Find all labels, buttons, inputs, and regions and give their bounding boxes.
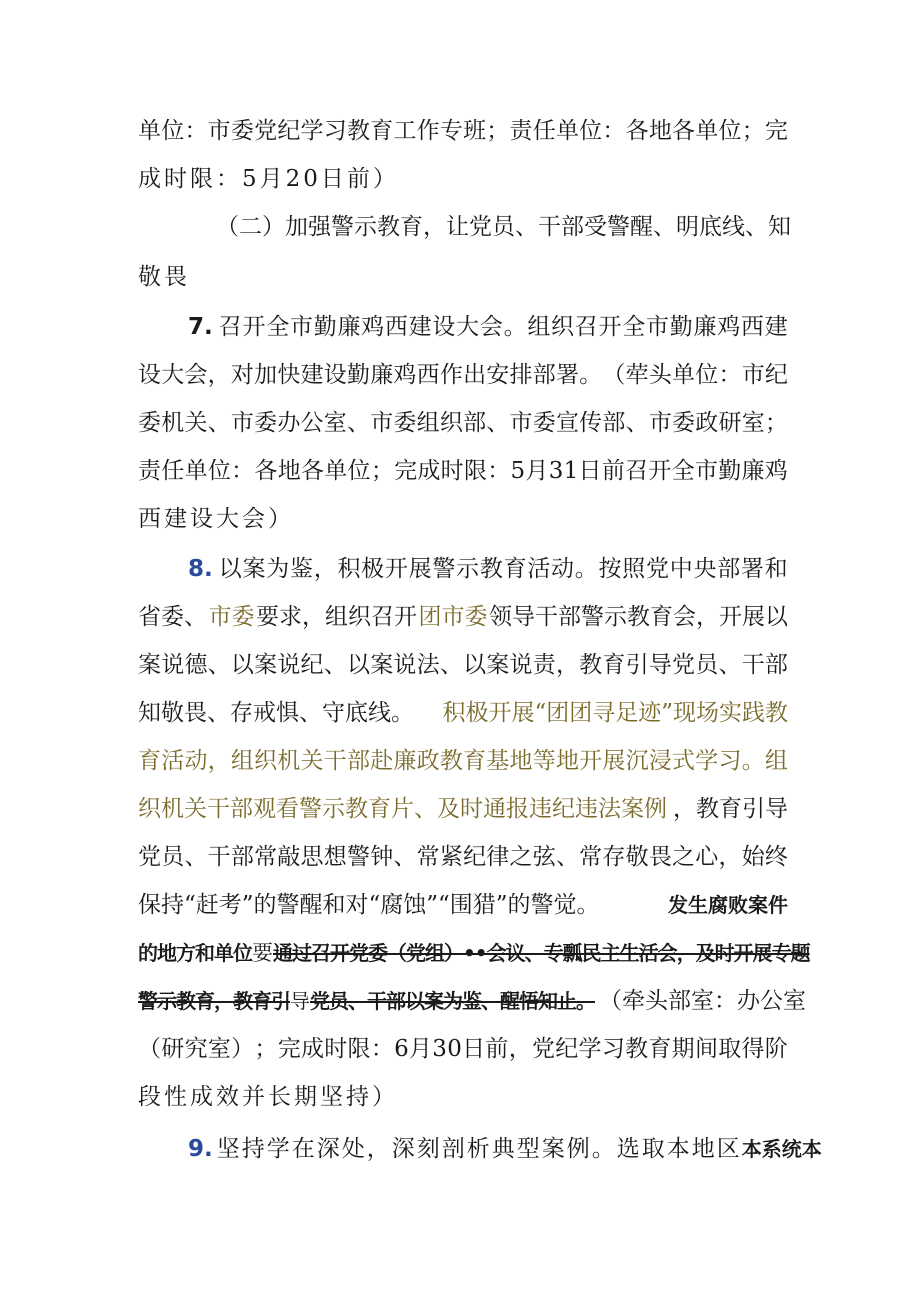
seg: ，教育引导 (673, 796, 788, 822)
item-9-title: 坚持学在深处，深刻剖析典型案例。选取本地区 (216, 1136, 742, 1162)
line-2 (138, 159, 788, 199)
item-8-line-5: 育 活 动 ， 组 织 机 关 干 部 赴 廉 政 教 育 基 地 等 地 开 展 沉 浸 式 学 习 。 组 (138, 748, 788, 774)
seg: 知敬畏、存戒惧、守底线。 (138, 700, 414, 726)
item-7-line-3: 委 机 关 、 市 委 办 公 室 、 市 委 组 织 部 、 市 委 宣 传 部 、 市 委 政 研 室 ； (138, 410, 788, 436)
seg-highlight: 团市委 (418, 604, 488, 630)
seg: 领导干部警示教育会，开展以 (489, 604, 788, 630)
seg: 保持“赶考”的警醒和对“腐蚀”“围猎”的警觉。 (138, 892, 600, 918)
item-8-line-11: （ 研 究 室 ） ； 完 成 时 限 ： 6 月 3 0 日 前 ， 党 纪 学 习 教 育 期 间 取 得 阶 (138, 1036, 788, 1062)
seg-highlight: 织机关干部观看警示教育片、及时通报违纪违法案例 (138, 796, 667, 822)
item-7-title: 召 开 全 市 勤 廉 鸡 西 建 设 大 会 。 组 织 召 开 全 市 勤 廉 鸡 西 建 (218, 314, 788, 340)
seg-struck: 警示教育，教育引 (138, 989, 290, 1013)
item-8-line-9 (138, 933, 810, 973)
line-2-text: 成时限：5月20日前） (138, 166, 399, 192)
item-8-line-2 (138, 597, 788, 637)
item-8-line-10 (138, 981, 806, 1021)
seg: 要 (252, 941, 273, 965)
item-8-line-3: 案 说 德 、 以 案 说 纪 、 以 案 说 法 、 以 案 说 责 ， 教 育 引 导 党 员 、 干 部 (138, 652, 788, 678)
item-8-line-7: 党 员 、 干 部 常 敲 思 想 警 钟 、 常 紧 纪 律 之 弦 、 常 存 敬 畏 之 心 ， 始 终 (138, 844, 788, 870)
item-8-line-4 (138, 693, 788, 733)
seg-highlight: 积极开展“团团寻足迹”现场实践教 (442, 700, 788, 726)
item-7-line-5 (138, 499, 788, 539)
seg-bold: 本系统本 (741, 1137, 822, 1161)
item-7-number: 7. (188, 314, 213, 340)
section-heading-2-cont-text: 敬畏 (138, 264, 190, 290)
section-heading-2: （ 二 ） 加 强 警 示 教 育 ， 让 党 员 、 干 部 受 警 醒 、 明 底 线 、 知 (216, 214, 791, 240)
item-8-title: 以 案 为 鉴 ， 积 极 开 展 警 示 教 育 活 动 。 按 照 党 中 央 部 署 和 (218, 556, 788, 582)
item-7-line-1 (188, 307, 788, 347)
item-9-number: 9. (188, 1136, 213, 1162)
seg-struck: 党员、干部以案为鉴、醒悟知止。 (310, 989, 595, 1013)
seg: 要求，组织召开 (256, 604, 417, 630)
seg-bold: 的地方和单位 (138, 941, 252, 965)
item-8-number: 8. (188, 556, 213, 582)
section-heading-2-cont (138, 257, 788, 297)
seg: 省委、 (138, 604, 207, 630)
line-1: 单 位 ： 市 委 党 纪 学 习 教 育 工 作 专 班 ； 责 任 单 位 ： 各 地 各 单 位 ； 完 (138, 118, 788, 144)
seg: 导 (290, 989, 310, 1013)
item-8-line-1 (188, 549, 788, 589)
seg: （牵头部室：办公室 (599, 988, 806, 1014)
seg-bold: 发生腐败案件 (668, 893, 788, 917)
seg-highlight: 市委 (208, 604, 255, 630)
item-8-line-12 (138, 1077, 788, 1117)
item-8-line-6 (138, 789, 788, 829)
item-8-line-8 (138, 885, 788, 925)
item-8-line-12-text: 段性成效并长期坚持） (138, 1084, 398, 1110)
item-9-line-1 (188, 1129, 822, 1169)
item-7-line-4: 责 任 单 位 ： 各 地 各 单 位 ； 完 成 时 限 ： 5 月 3 1 日 前 召 开 全 市 勤 廉 鸡 (138, 458, 788, 484)
seg-struck: 通过召开党委（党组）••会议、专瓢民主生活会，及时开展专题 (273, 941, 810, 965)
item-7-line-2: 设 大 会 ， 对 加 快 建 设 勤 廉 鸡 西 作 出 安 排 部 署 。 （ 荦 头 单 位 ： 市 纪 (138, 362, 788, 388)
item-7-line-5-text: 西建设大会） (138, 506, 294, 532)
